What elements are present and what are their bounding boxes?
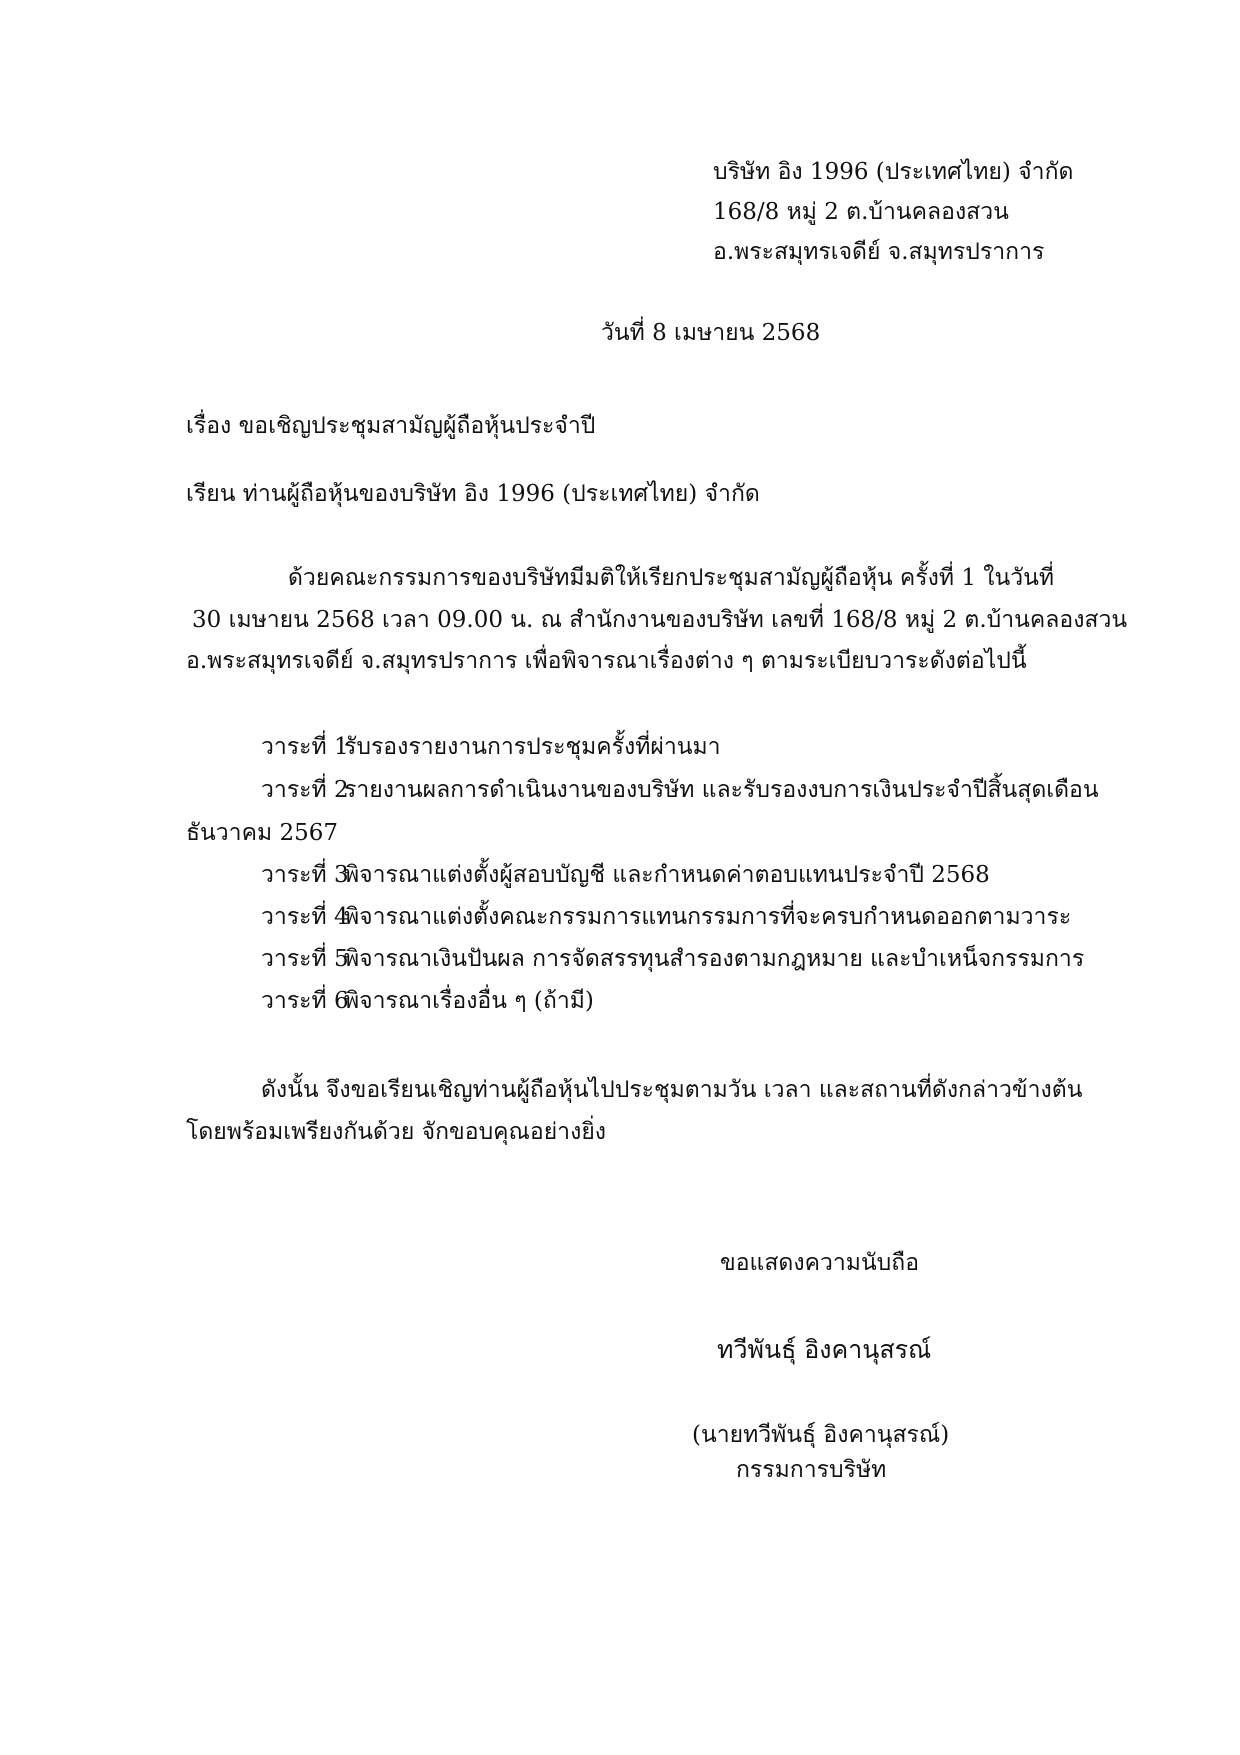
agenda-number: วาระที่ 6 <box>261 988 349 1014</box>
agenda-item-5 <box>261 944 1084 974</box>
agenda-text: พิจารณาเรื่องอื่น ๆ (ถ้ามี) <box>344 988 594 1014</box>
agenda-number: วาระที่ 2 <box>261 777 349 803</box>
agenda-item-1 <box>261 732 721 762</box>
agenda-item-2 <box>261 775 1099 805</box>
agenda-item-6 <box>261 986 594 1016</box>
agenda-text: พิจารณาแต่งตั้งคณะกรรมการแทนกรรมการที่จะครบกำหนดออกตามวาระ <box>344 904 1072 930</box>
agenda-number: วาระที่ 5 <box>261 946 349 972</box>
intro-line-1: ด้วยคณะกรรมการของบริษัทมีมติให้เรียกประชุมสามัญผู้ถือหุ้น ครั้งที่ 1 ในวันที่ <box>288 565 1055 591</box>
signature: ทวีพันธุ์ อิงคานุสรณ์ <box>717 1335 932 1364</box>
letter-date: วันที่ 8 เมษายน 2568 <box>601 320 821 346</box>
agenda-text: รับรองรายงานการประชุมครั้งที่ผ่านมา <box>344 734 721 760</box>
agenda-number: วาระที่ 4 <box>261 904 349 930</box>
signatory-name: (นายทวีพันธุ์ อิงคานุสรณ์) <box>692 1422 950 1448</box>
agenda-text: พิจารณาเงินปันผล การจัดสรรทุนสำรองตามกฎหมาย และบำเหน็จกรรมการ <box>344 946 1085 972</box>
letter-subject: เรื่อง ขอเชิญประชุมสามัญผู้ถือหุ้นประจำปี <box>186 413 596 439</box>
company-address-line-2: 168/8 หมู่ 2 ต.บ้านคลองสวน <box>713 199 1009 225</box>
intro-line-3: อ.พระสมุทรเจดีย์ จ.สมุทรปราการ เพื่อพิจารณาเรื่องต่าง ๆ ตามระเบียบวาระดังต่อไปนี้ <box>186 648 1027 674</box>
conclusion-line-2: โดยพร้อมเพรียงกันด้วย จักขอบคุณอย่างยิ่ง <box>186 1119 607 1145</box>
agenda-number: วาระที่ 3 <box>261 862 349 888</box>
conclusion-line-1: ดังนั้น จึงขอเรียนเชิญท่านผู้ถือหุ้นไปประชุมตามวัน เวลา และสถานที่ดังกล่าวข้างต้น <box>261 1077 1083 1103</box>
letter-salutation: เรียน ท่านผู้ถือหุ้นของบริษัท อิง 1996 (ประเทศไทย) จำกัด <box>186 481 760 507</box>
agenda-text: รายงานผลการดำเนินงานของบริษัท และรับรองงบการเงินประจำปีสิ้นสุดเดือน <box>344 777 1099 803</box>
agenda-item-4 <box>261 902 1071 932</box>
intro-line-2: 30 เมษายน 2568 เวลา 09.00 น. ณ สำนักงานของบริษัท เลขที่ 168/8 หมู่ 2 ต.บ้านคลองสวน <box>192 607 1128 633</box>
agenda-item-2-continuation: ธันวาคม 2567 <box>186 820 338 846</box>
closing-phrase: ขอแสดงความนับถือ <box>720 1250 920 1276</box>
agenda-text: พิจารณาแต่งตั้งผู้สอบบัญชี และกำหนดค่าตอบแทนประจำปี 2568 <box>344 862 990 888</box>
company-address-line-1: บริษัท อิง 1996 (ประเทศไทย) จำกัด <box>713 159 1074 185</box>
company-address-line-3: อ.พระสมุทรเจดีย์ จ.สมุทรปราการ <box>713 239 1045 265</box>
signatory-position: กรรมการบริษัท <box>736 1457 887 1483</box>
agenda-item-3 <box>261 860 990 890</box>
agenda-number: วาระที่ 1 <box>261 734 349 760</box>
